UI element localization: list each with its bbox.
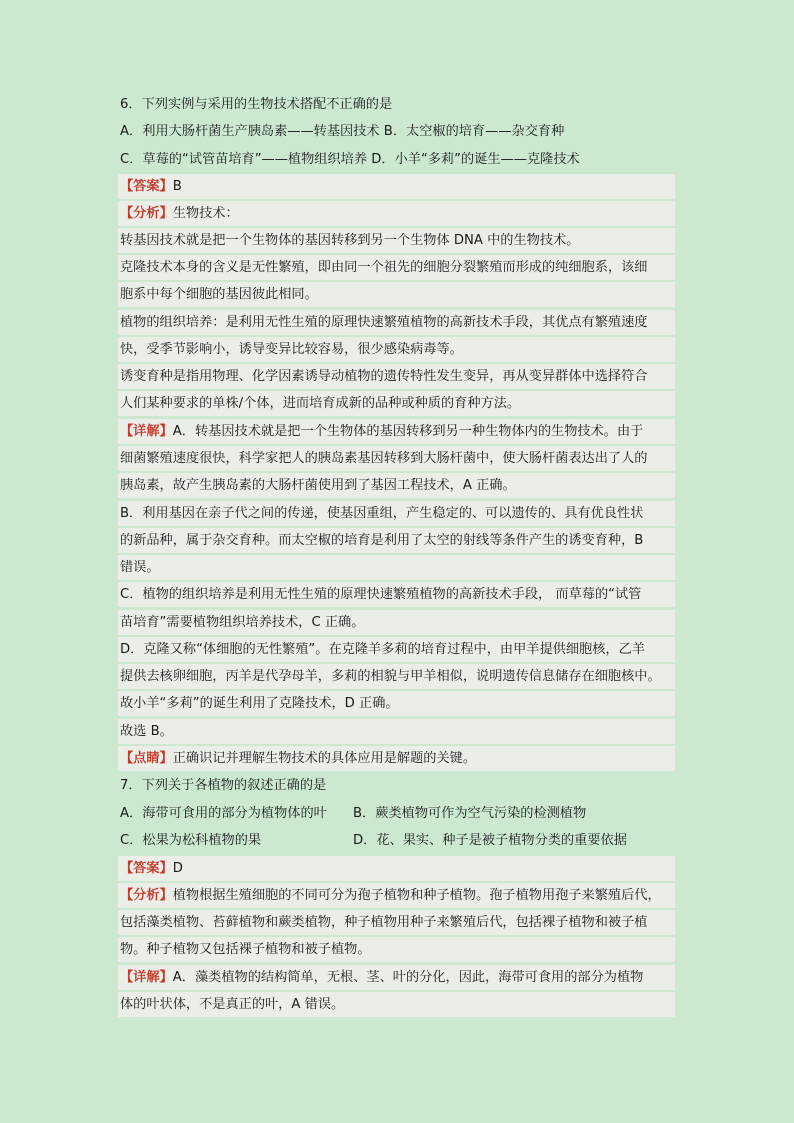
answer-tag: 【答案】: [120, 861, 173, 876]
comment-tag: 【点睛】: [120, 751, 173, 766]
detail-line: 胰岛素，故产生胰岛素的大肠杆菌使用到了基因工程技术，A 正确。: [118, 473, 675, 498]
analysis-line: 快，受季节影响小，诱导变异比较容易，很少感染病毒等。: [118, 337, 675, 362]
detail-line: A．藻类植物的结构简单，无根、茎、叶的分化，因此，海带可食用的部分为植物: [172, 970, 644, 985]
analysis-line: 胞系中每个细胞的基因彼此相同。: [118, 282, 675, 307]
q7-stem: 7．下列关于各植物的叙述正确的是: [120, 778, 327, 793]
detail-line: C．植物的组织培养是利用无性生殖的原理快速繁殖植物的高新技术手段， 而草莓的“试管: [118, 582, 675, 607]
analysis-line: 人们某种要求的单株/个体，进而培育成新的品种或种质的育种方法。: [118, 391, 675, 416]
answer-value: D: [172, 861, 183, 876]
analysis-line: 植物根据生殖细胞的不同可分为孢子植物和种子植物。孢子植物用孢子来繁殖后代，: [172, 888, 661, 903]
answer-value: B: [172, 179, 182, 194]
q6-answer: [118, 174, 675, 199]
detail-line: 提供去核卵细胞，丙羊是代孕母羊，多莉的相貌与甲羊相似，说明遗传信息储存在细胞核中。: [118, 664, 675, 689]
analysis-tag: 【分析】: [120, 888, 173, 903]
detail-line: A．转基因技术就是把一个生物体的基因转移到另一种生物体内的生物技术。由于: [172, 424, 644, 439]
detail-line: 故选 B。: [118, 719, 675, 744]
q7-options-cd: [118, 828, 675, 853]
detail-line: 错误。: [118, 555, 675, 580]
comment-text: 正确识记并理解生物技术的具体应用是解题的关键。: [172, 751, 477, 766]
analysis-line: 克隆技术本身的含义是无性繁殖，即由同一个祖先的细胞分裂繁殖而形成的纯细胞系，该细: [118, 255, 675, 280]
q7-option-d: D．花、果实、种子是被子植物分类的重要依据: [353, 833, 627, 848]
analysis-line: 包括藻类植物、苔藓植物和蕨类植物，种子植物用种子来繁殖后代，包括裸子植物和被子植: [118, 910, 675, 935]
detail-line: 细菌繁殖速度很快，科学家把人的胰岛素基因转移到大肠杆菌中，使大肠杆菌表达出了人的: [118, 446, 675, 471]
q6-detail-head: [118, 419, 675, 444]
detail-tag: 【详解】: [120, 970, 173, 985]
q6-analysis-head: [118, 201, 675, 226]
analysis-line: 诱变育种是指用物理、化学因素诱导动植物的遗传特性发生变异，再从变异群体中选择符合: [118, 364, 675, 389]
detail-line: 的新品种，属于杂交育种。而太空椒的培育是利用了太空的射线等条件产生的诱变育种，B: [118, 528, 675, 553]
analysis-line: 生物技术：: [172, 206, 239, 221]
q6-comment: [118, 746, 675, 771]
analysis-line: 物。种子植物又包括裸子植物和被子植物。: [118, 937, 675, 962]
answer-tag: 【答案】: [120, 179, 173, 194]
analysis-line: 植物的组织培养：是利用无性生殖的原理快速繁殖植物的高新技术手段，其优点有繁殖速度: [118, 310, 675, 335]
q6-options-ab: A．利用大肠杆菌生产胰岛素——转基因技术 B．太空椒的培育——杂交育种: [120, 124, 565, 139]
q7-detail-head: [118, 965, 675, 990]
detail-line: B．利用基因在亲子代之间的传递，使基因重组，产生稳定的、可以遗传的、具有优良性状: [118, 501, 675, 526]
analysis-tag: 【分析】: [120, 206, 173, 221]
detail-tag: 【详解】: [120, 424, 173, 439]
q7-option-c: C．松果为松科植物的果: [120, 833, 262, 848]
q7-analysis-head: [118, 883, 675, 908]
detail-line: 体的叶状体，不是真正的叶，A 错误。: [118, 992, 675, 1017]
detail-line: D．克隆又称“体细胞的无性繁殖”。在克隆羊多莉的培育过程中，由甲羊提供细胞核，乙羊: [118, 637, 675, 662]
q7-option-b: B．蕨类植物可作为空气污染的检测植物: [353, 806, 587, 821]
detail-line: 苗培育”需要植物组织培养技术，C 正确。: [118, 610, 675, 635]
detail-line: 故小羊“多莉”的诞生利用了克隆技术，D 正确。: [118, 691, 675, 716]
q6-stem: 6．下列实例与采用的生物技术搭配不正确的是: [120, 97, 393, 112]
q7-options-ab: [118, 801, 675, 826]
analysis-line: 转基因技术就是把一个生物体的基因转移到另一个生物体 DNA 中的生物技术。: [118, 228, 675, 253]
q7-answer: [118, 856, 675, 881]
q6-options-cd: C．草莓的“试管苗培育”——植物组织培养 D．小羊“多莉”的诞生——克隆技术: [120, 152, 580, 167]
q7-option-a: A．海带可食用的部分为植物体的叶: [120, 806, 327, 821]
